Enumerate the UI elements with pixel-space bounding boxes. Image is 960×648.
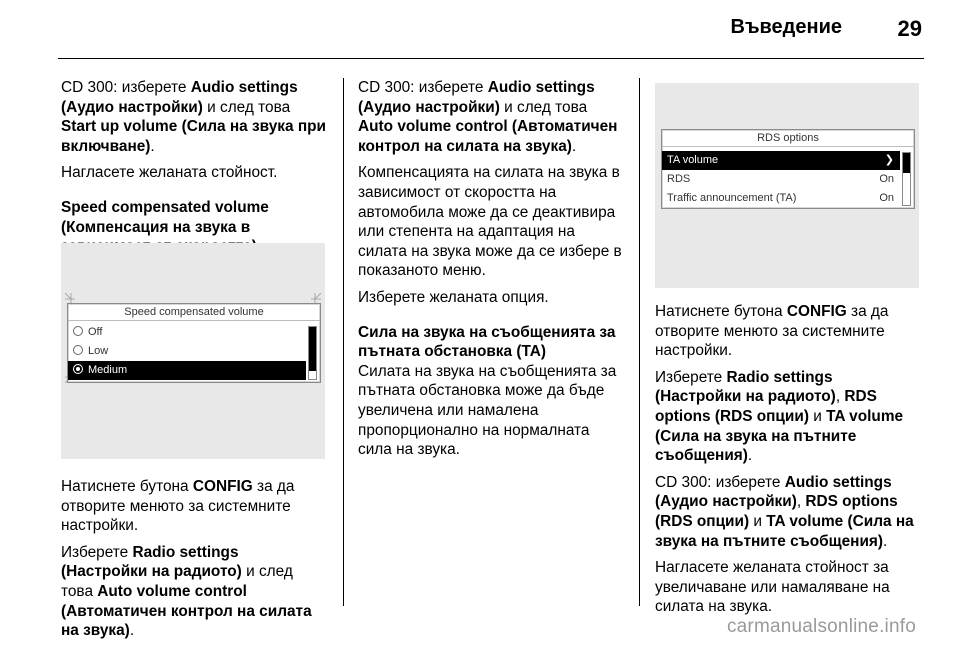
screen-title: Speed compensated volume <box>68 304 320 321</box>
paragraph: Изберете Radio settings (Настройки на радиото) и след това Auto volume control (Автоматичен контрол на силата на звука). <box>61 543 312 640</box>
option-off[interactable]: Off <box>68 323 320 342</box>
paragraph: CD 300: изберете Audio settings (Аудио настройки), RDS options (RDS опции) и TA volume (Сила на звука на пътните съобщения). <box>655 473 914 550</box>
paragraph: Изберете желаната опция. <box>358 288 549 306</box>
scrollbar[interactable] <box>308 326 317 380</box>
paragraph: Компенсацията на силата на звука в зависимост от скоростта на автомобила може да се деактивира или степента на адаптация на силата на звука може да се избере в показаното меню. <box>358 164 622 280</box>
paragraph: CD 300: изберете Audio settings (Аудио настройки) и след това Start up volume (Сила на звука при включване). <box>61 79 327 155</box>
menu-item-rds[interactable]: RDS On <box>667 173 894 185</box>
chevron-right-icon: ❯ <box>884 154 894 166</box>
corner-mark-icon <box>311 293 321 303</box>
page-number: 29 <box>897 16 922 41</box>
display-screen <box>661 129 915 209</box>
watermark: carmanualsonline.info <box>726 616 916 637</box>
figure-speed-compensated <box>61 243 325 459</box>
paragraph: Изберете Radio settings (Настройки на радиото), RDS options (RDS опции) и TA volume (Сила на звука на пътните съобщения). <box>655 368 904 465</box>
scrollbar[interactable] <box>902 152 911 206</box>
column-1 <box>61 78 329 263</box>
radio-icon <box>73 326 83 336</box>
header-divider <box>58 58 924 59</box>
figure-rds-options <box>655 83 919 288</box>
paragraph: Натиснете бутона CONFIG за да отворите менюто за системните настройки. <box>655 303 889 360</box>
paragraph: Силата на звука на съобщенията за пътната обстановка може да бъде увеличена или намалена пропорционално на нормалната сила на звука. <box>358 362 617 459</box>
paragraph: Нагласете желаната стойност за увеличаване или намаляване на силата на звука. <box>655 559 890 616</box>
paragraph: Нагласете желаната стойност. <box>61 164 278 182</box>
paragraph: CD 300: изберете Audio settings (Аудио настройки) и след това Auto volume control (Автоматичен контрол на силата на звука). <box>358 79 618 155</box>
column-3 <box>655 302 923 624</box>
section-title: Въведение <box>730 16 842 38</box>
column-1-lower <box>61 477 329 648</box>
option-low[interactable]: Low <box>68 342 320 361</box>
menu-item-traffic-announcement[interactable]: Traffic announcement (TA) On <box>667 192 894 204</box>
column-divider <box>639 78 640 606</box>
section-heading: Speed compensated volume (Компенсация на звука в <box>61 198 269 236</box>
display-screen <box>67 303 321 383</box>
section-heading: Сила на звука на съобщенията за пътната обстановка (TA) <box>358 323 616 361</box>
option-medium[interactable]: Medium <box>68 361 306 380</box>
corner-mark-icon <box>65 293 75 303</box>
scrollbar-thumb[interactable] <box>903 153 910 173</box>
column-2 <box>358 78 626 467</box>
paragraph: Натиснете бутона CONFIG за да отворите менюто за системните настройки. <box>61 478 295 535</box>
column-divider <box>343 78 344 606</box>
menu-item-ta-volume[interactable]: TA volume ❯ <box>662 151 900 170</box>
scrollbar-thumb[interactable] <box>309 327 316 371</box>
radio-selected-icon <box>73 364 83 374</box>
radio-icon <box>73 345 83 355</box>
screen-title: RDS options <box>662 130 914 147</box>
